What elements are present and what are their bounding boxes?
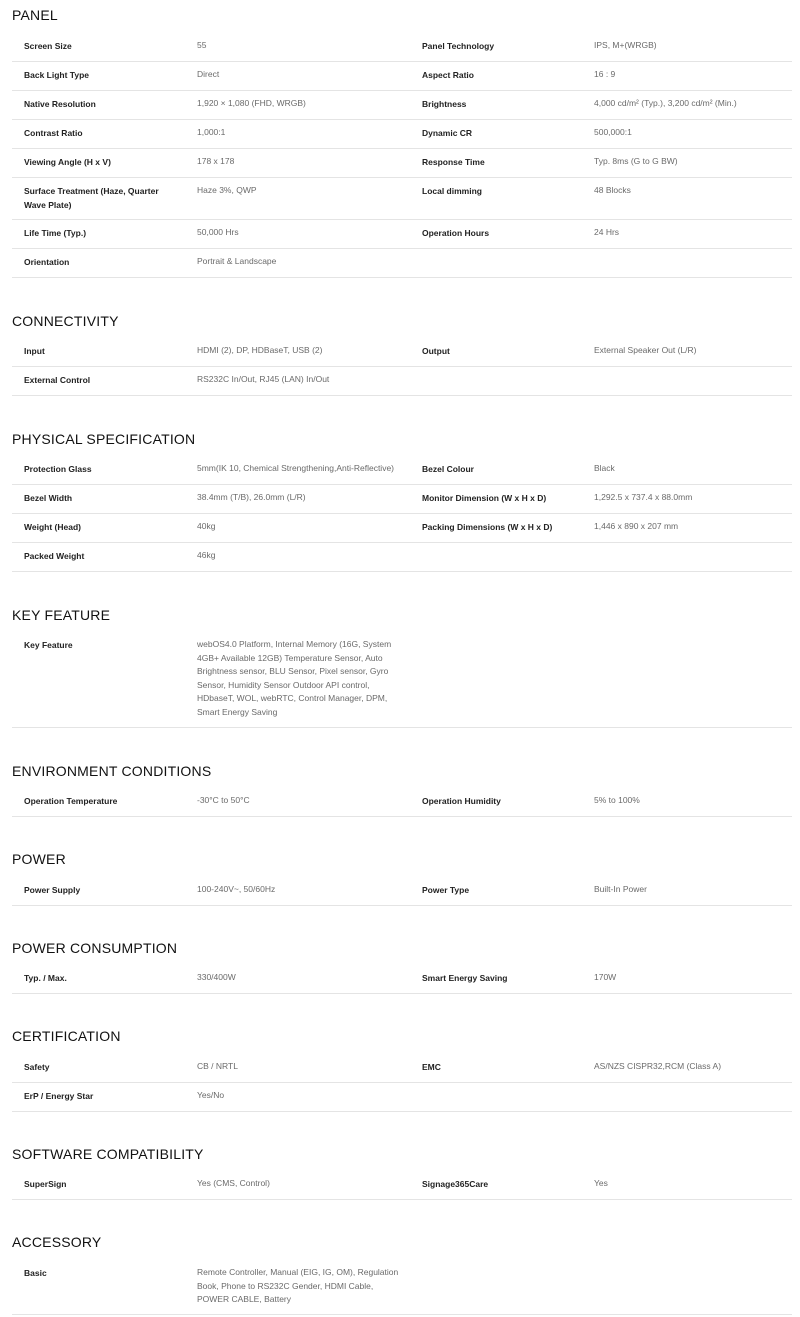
spec-label: Smart Energy Saving [422, 973, 508, 983]
spec-label: Power Type [422, 885, 470, 895]
spec-row [12, 1054, 792, 1083]
spec-value: 24 Hrs [594, 227, 620, 237]
spec-value: Built-In Power [594, 884, 647, 894]
spec-label: Monitor Dimension (W x H x D) [422, 493, 547, 503]
spec-label: EMC [422, 1062, 441, 1072]
spec-row [12, 249, 792, 278]
spec-label: Operation Temperature [24, 796, 118, 806]
spec-value: IPS, M+(WRGB) [594, 40, 657, 50]
spec-label: Key Feature [24, 640, 73, 650]
spec-label: Response Time [422, 157, 485, 167]
spec-label: Safety [24, 1062, 50, 1072]
spec-row [12, 220, 792, 249]
spec-value: Direct [197, 69, 220, 79]
spec-label: Weight (Head) [24, 522, 81, 532]
spec-value: 50,000 Hrs [197, 227, 239, 237]
section-title: CONNECTIVITY [12, 313, 119, 329]
section-title: POWER [12, 851, 66, 867]
section-title: ACCESSORY [12, 1234, 102, 1250]
spec-label: Screen Size [24, 41, 72, 51]
spec-row [12, 33, 792, 62]
spec-value: Yes/No [197, 1090, 225, 1100]
spec-label: Viewing Angle (H x V) [24, 157, 111, 167]
section-title: KEY FEATURE [12, 607, 111, 623]
spec-value: -30°C to 50°C [197, 795, 250, 805]
spec-value: Black [594, 463, 615, 473]
spec-value: 46kg [197, 550, 216, 560]
spec-row [12, 178, 792, 220]
spec-label: Output [422, 346, 450, 356]
spec-value: 16 : 9 [594, 69, 616, 79]
spec-row [12, 514, 792, 543]
spec-value: 4,000 cd/m² (Typ.), 3,200 cd/m² (Min.) [594, 98, 737, 108]
spec-row [12, 965, 792, 994]
spec-value: 100-240V~, 50/60Hz [197, 884, 276, 894]
spec-row [12, 1171, 792, 1200]
spec-label: Panel Technology [422, 41, 495, 51]
spec-value: 500,000:1 [594, 127, 632, 137]
spec-value: CB / NRTL [197, 1061, 238, 1071]
spec-label: Operation Hours [422, 228, 490, 238]
spec-label: Input [24, 346, 45, 356]
spec-label: Bezel Colour [422, 464, 474, 474]
spec-value: 1,292.5 x 737.4 x 88.0mm [594, 492, 693, 502]
spec-row [12, 1260, 792, 1315]
spec-value: webOS4.0 Platform, Internal Memory (16G, System 4GB+ Available 12GB) Temperature Sensor, Auto Brightness sensor, BLU Sensor, Pixel sensor, Gyro Sensor, Humidity Sensor Outdoor API control, HDbaseT, WOL, webRTC, Control Manager, DPM, Smart Energy Saving [197, 639, 392, 717]
spec-value: 1,000:1 [197, 127, 226, 137]
spec-value: Portrait & Landscape [197, 256, 277, 266]
section-title: ENVIRONMENT CONDITIONS [12, 763, 212, 779]
spec-value: 5% to 100% [594, 795, 640, 805]
spec-value: RS232C In/Out, RJ45 (LAN) In/Out [197, 374, 330, 384]
spec-value: 5mm(IK 10, Chemical Strengthening,Anti-Reflective) [197, 463, 394, 473]
spec-label: Typ. / Max. [24, 973, 67, 983]
spec-label: Signage365Care [422, 1179, 489, 1189]
spec-row [12, 788, 792, 817]
section-title: PANEL [12, 7, 58, 23]
spec-label: Bezel Width [24, 493, 73, 503]
spec-label: Aspect Ratio [422, 70, 474, 80]
spec-row [12, 367, 792, 396]
section-title: PHYSICAL SPECIFICATION [12, 431, 196, 447]
spec-label: Orientation [24, 257, 70, 267]
spec-value: 1,446 x 890 x 207 mm [594, 521, 679, 531]
spec-label: Life Time (Typ.) [24, 228, 87, 238]
spec-value: 48 Blocks [594, 185, 631, 195]
spec-label: External Control [24, 375, 91, 385]
spec-value: 40kg [197, 521, 216, 531]
spec-label: Surface Treatment (Haze, Quarter Wave Plate) [24, 186, 159, 210]
spec-row [12, 877, 792, 906]
section-title: CERTIFICATION [12, 1028, 121, 1044]
spec-label: Dynamic CR [422, 128, 473, 138]
spec-value: 1,920 × 1,080 (FHD, WRGB) [197, 98, 306, 108]
spec-row [12, 62, 792, 91]
spec-row [12, 120, 792, 149]
spec-value: 38.4mm (T/B), 26.0mm (L/R) [197, 492, 306, 502]
spec-row [12, 1083, 792, 1112]
spec-label: Packing Dimensions (W x H x D) [422, 522, 553, 532]
spec-label: Local dimming [422, 186, 482, 196]
spec-row [12, 632, 792, 728]
spec-value: Haze 3%, QWP [197, 185, 257, 195]
spec-value: HDMI (2), DP, HDBaseT, USB (2) [197, 345, 323, 355]
spec-value: 170W [594, 972, 617, 982]
spec-label: Brightness [422, 99, 467, 109]
spec-row [12, 91, 792, 120]
spec-label: Protection Glass [24, 464, 92, 474]
spec-row [12, 149, 792, 178]
spec-label: Power Supply [24, 885, 81, 895]
spec-value: External Speaker Out (L/R) [594, 345, 697, 355]
spec-label: Packed Weight [24, 551, 85, 561]
spec-value: Yes [594, 1178, 608, 1188]
spec-row [12, 338, 792, 367]
spec-value: Yes (CMS, Control) [197, 1178, 270, 1188]
spec-row [12, 485, 792, 514]
spec-value: 178 x 178 [197, 156, 235, 166]
spec-label: ErP / Energy Star [24, 1091, 94, 1101]
spec-value: 55 [197, 40, 207, 50]
spec-label: Contrast Ratio [24, 128, 83, 138]
section-title: SOFTWARE COMPATIBILITY [12, 1146, 204, 1162]
spec-value: Typ. 8ms (G to G BW) [594, 156, 678, 166]
section-title: POWER CONSUMPTION [12, 940, 178, 956]
spec-label: SuperSign [24, 1179, 67, 1189]
spec-label: Back Light Type [24, 70, 90, 80]
spec-label: Operation Humidity [422, 796, 501, 806]
spec-value: AS/NZS CISPR32,RCM (Class A) [594, 1061, 722, 1071]
spec-label: Native Resolution [24, 99, 96, 109]
spec-value: 330/400W [197, 972, 236, 982]
spec-row [12, 456, 792, 485]
spec-row [12, 543, 792, 572]
spec-value: Remote Controller, Manual (EIG, IG, OM), Regulation Book, Phone to RS232C Gender, HDMI Cable, POWER CABLE, Battery [197, 1267, 399, 1304]
spec-label: Basic [24, 1268, 47, 1278]
